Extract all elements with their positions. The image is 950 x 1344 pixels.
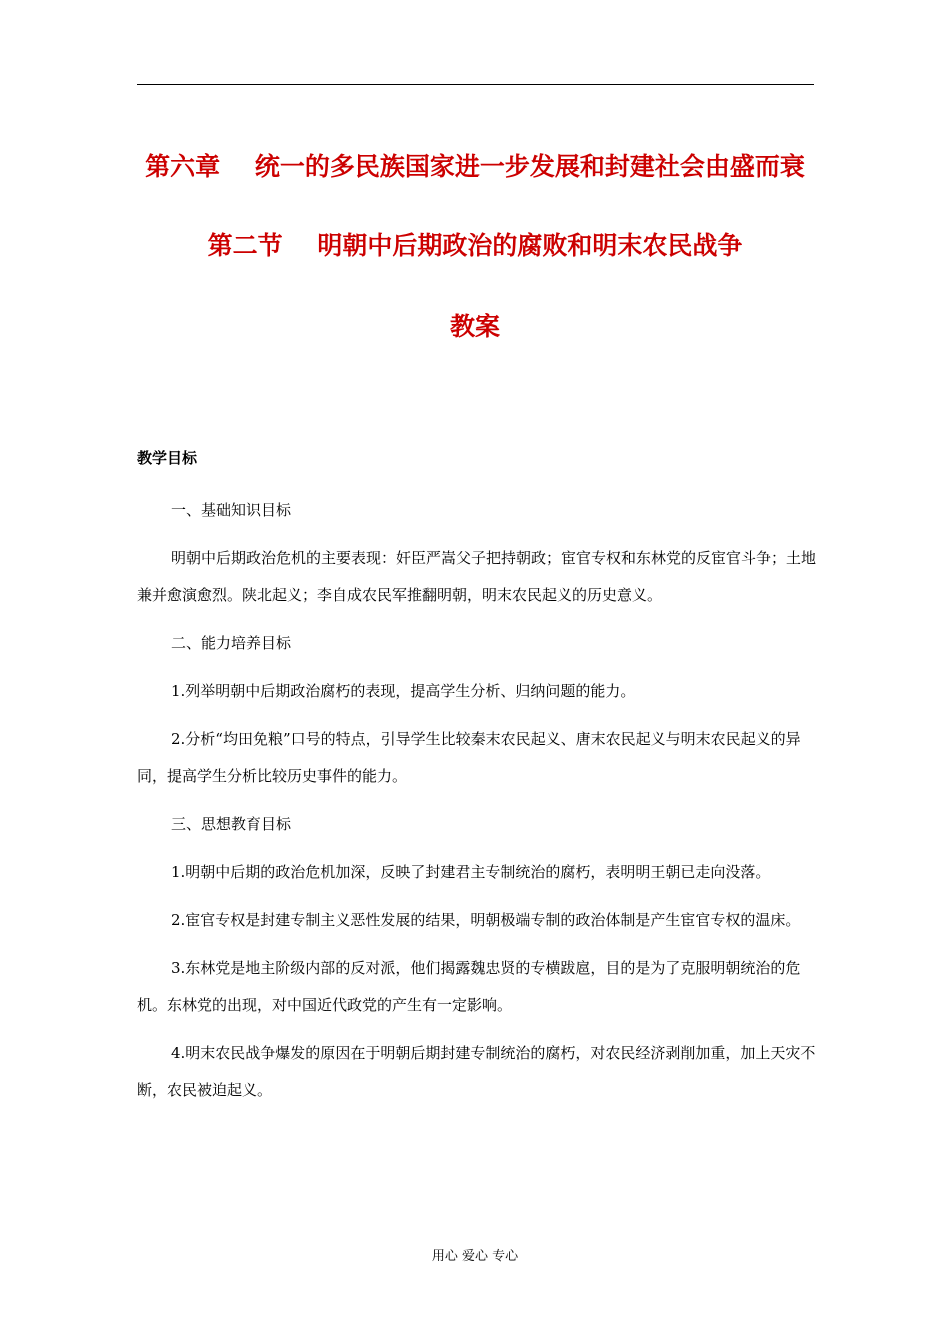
paragraph: 明朝中后期政治危机的主要表现：奸臣严嵩父子把持朝政；宦官专权和东林党的反宦官斗争；土地兼并愈演愈烈。陕北起义；李自成农民军推翻明朝，明末农民起义的历史意义。 [137,549,817,604]
section-heading: 教学目标 [137,449,198,467]
paragraph: 3.东林党是地主阶级内部的反对派，他们揭露魏忠贤的专横跋扈，目的是为了克服明朝统治的危机。东林党的出现，对中国近代政党的产生有一定影响。 [137,959,801,1014]
header-rule [137,84,814,85]
document-body [137,446,817,1120]
document-type-title: 教案 [449,312,500,341]
paragraph: 4.明末农民战争爆发的原因在于明朝后期封建专制统治的腐朽，对农民经济剥削加重，加上天灾不断，农民被迫起义。 [137,1044,816,1099]
section-title: 第二节 明朝中后期政治的腐败和明末农民战争 [207,231,743,260]
subheading-ability: 二、能力培养目标 [171,634,292,652]
paragraph: 1.列举明朝中后期政治腐朽的表现，提高学生分析、归纳问题的能力。 [171,682,636,700]
subheading-ideology: 三、思想教育目标 [171,815,292,833]
chapter-title: 第六章 统一的多民族国家进一步发展和封建社会由盛而衰 [145,152,805,181]
paragraph: 2.分析“均田免粮”口号的特点，引导学生比较秦末农民起义、唐末农民起义与明末农民起义的异同，提高学生分析比较历史事件的能力。 [137,730,801,785]
paragraph: 2.宦官专权是封建专制主义恶性发展的结果，明朝极端专制的政治体制是产生宦官专权的温床。 [171,911,801,929]
subheading-basic-knowledge: 一、基础知识目标 [171,501,292,519]
page-footer: 用心 爱心 专心 [431,1249,519,1264]
paragraph: 1.明朝中后期的政治危机加深，反映了封建君主专制统治的腐朽，表明明王朝已走向没落。 [171,863,771,881]
